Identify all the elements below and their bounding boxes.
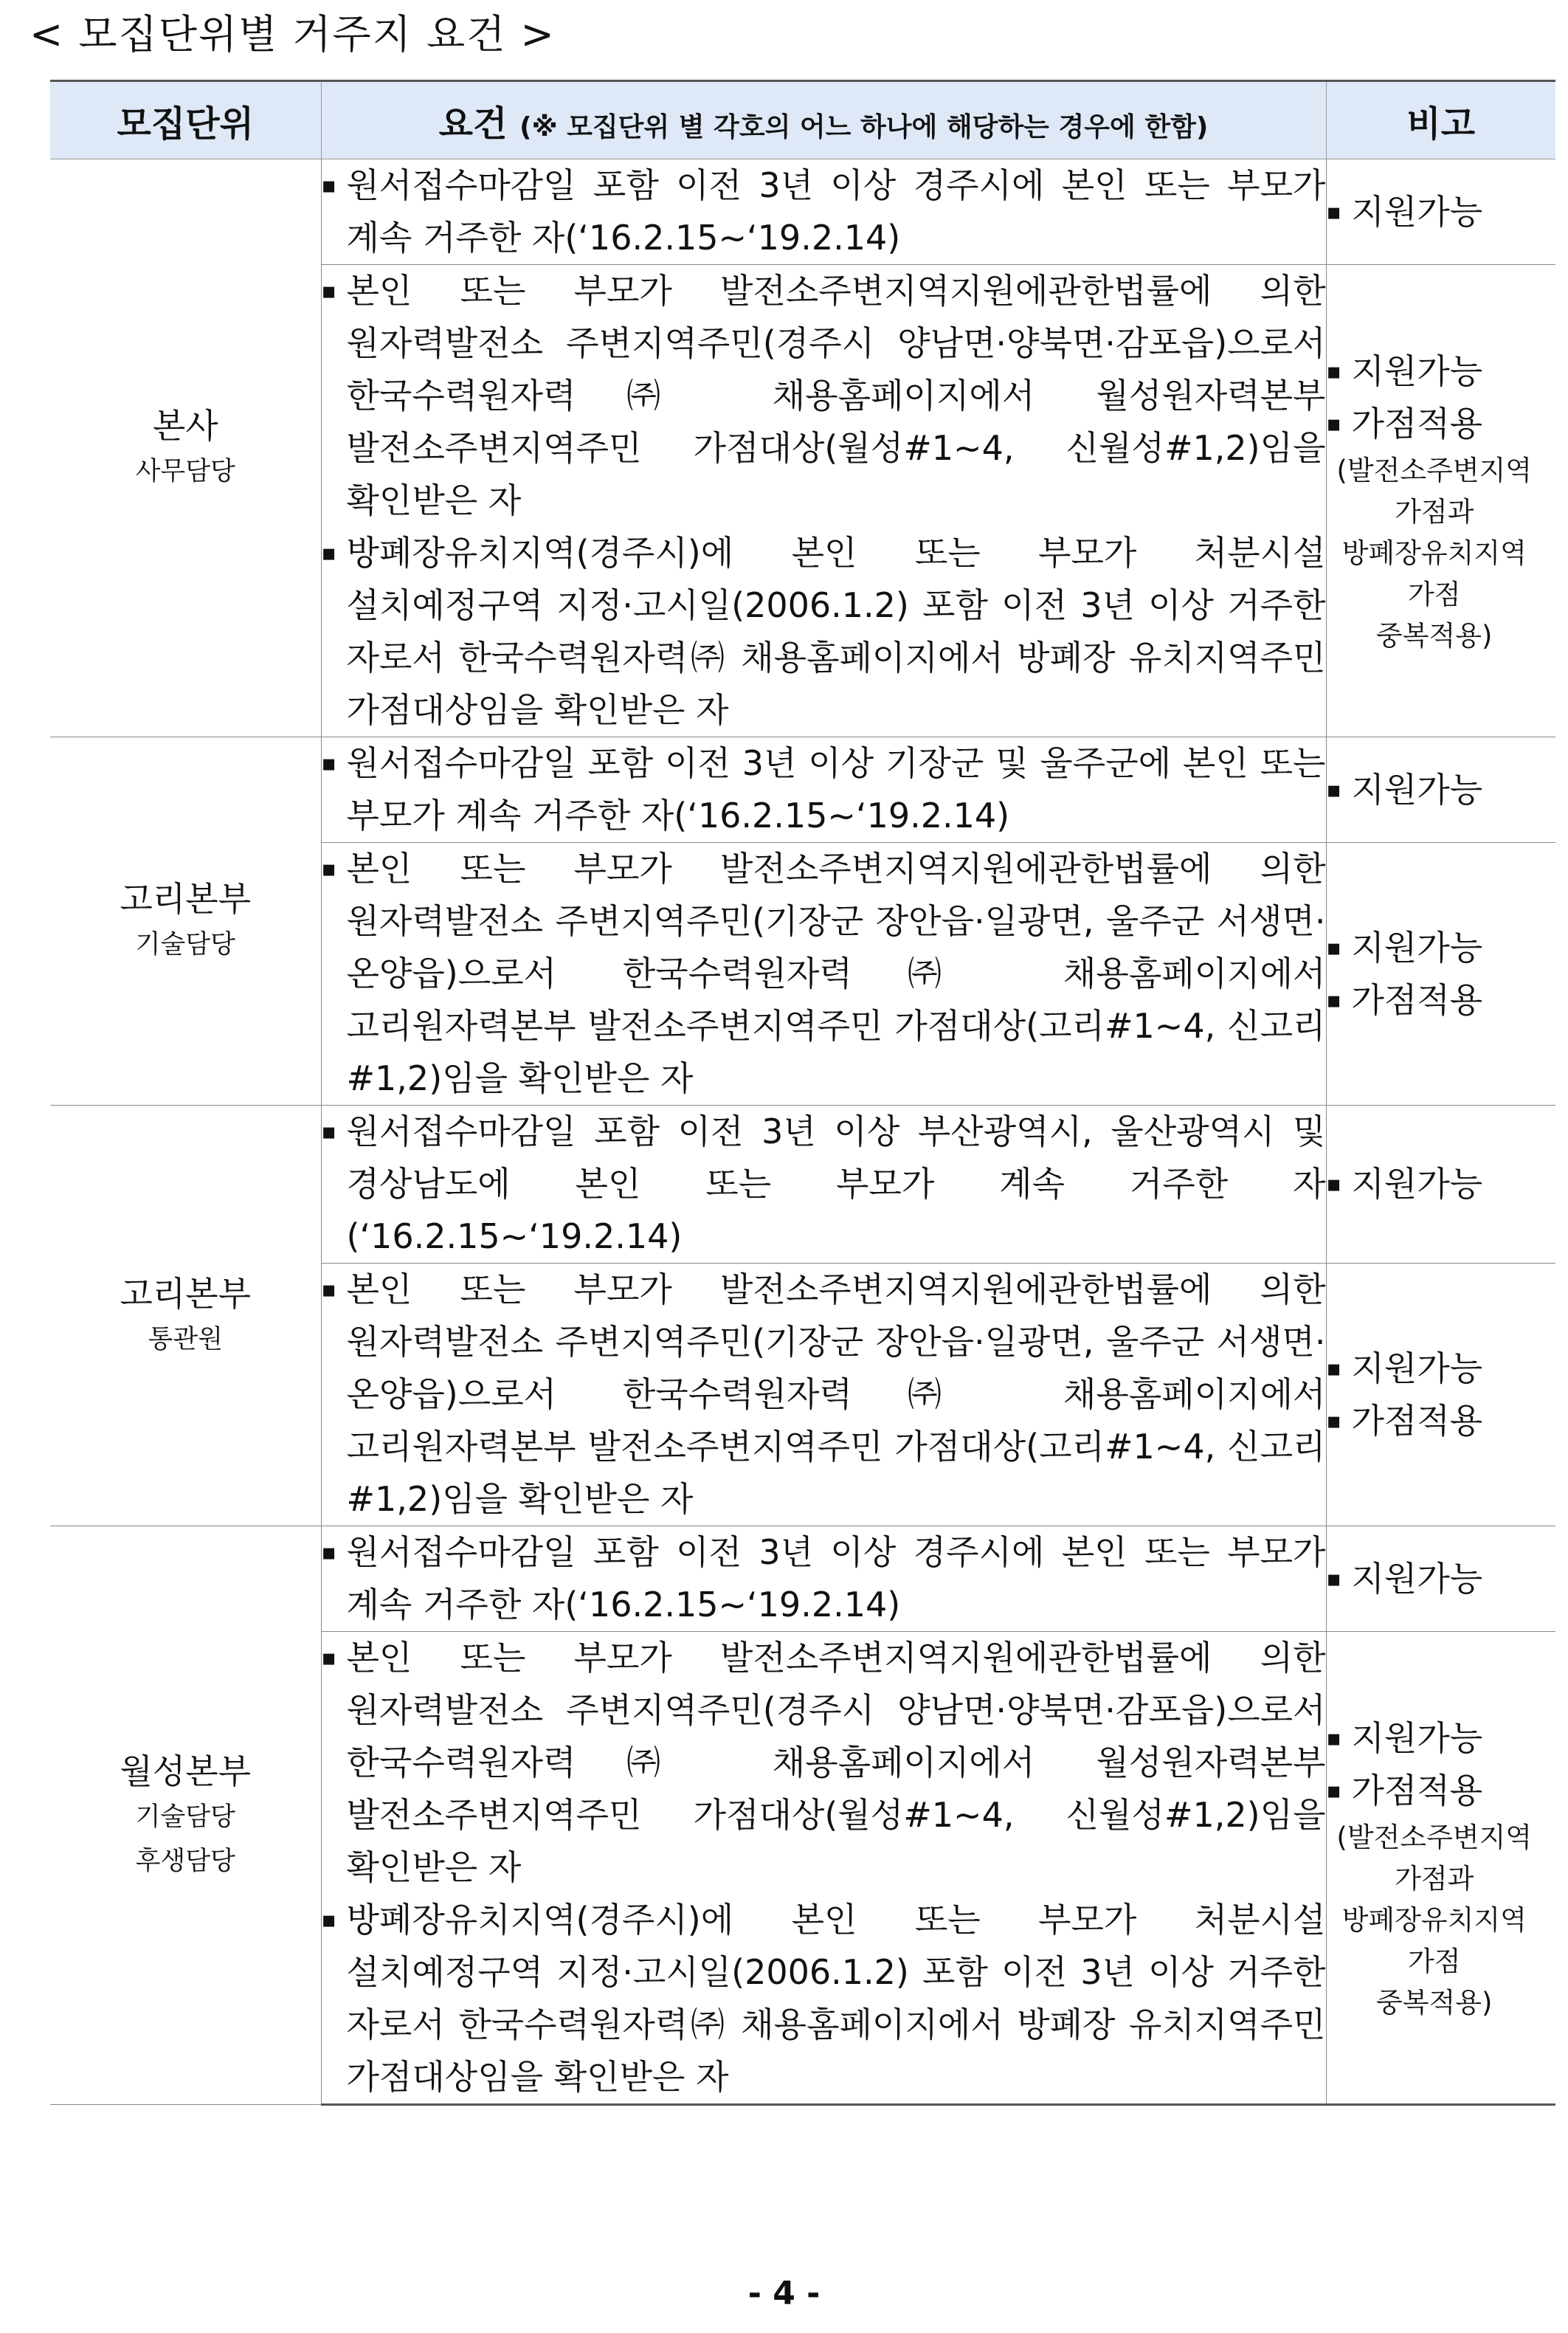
table-row <box>50 737 1555 843</box>
requirement-item <box>322 1526 1326 1631</box>
residence-requirements-table <box>50 80 1555 2106</box>
note-item <box>1327 764 1556 816</box>
note-detail: 가점 <box>1408 578 1461 610</box>
bullet-icon: ▪ <box>321 173 336 199</box>
table-row <box>50 159 1555 265</box>
note-item <box>1327 1712 1556 1765</box>
note-text: 가점적용 <box>1351 1770 1483 1810</box>
unit-name: 월성본부 <box>120 1751 252 1791</box>
bullet-icon: ▪ <box>321 1119 336 1145</box>
note-text: 가점적용 <box>1351 1400 1483 1441</box>
note-item <box>1327 974 1556 1027</box>
unit-name: 본사 <box>152 406 218 446</box>
requirement-text: 원서접수마감일 포함 이전 3년 이상 경주시에 본인 또는 부모가 계속 거주한 자(‘16.2.15~‘19.2.14) <box>346 1532 1326 1624</box>
note-text: 지원가능 <box>1351 191 1483 232</box>
unit-role: 통관원 <box>148 1324 223 1354</box>
note-cell <box>1326 1106 1555 1264</box>
note-detail: 중복적용) <box>1376 1986 1493 2019</box>
note-item <box>1327 398 1556 450</box>
bullet-icon: ▪ <box>1326 1777 1341 1804</box>
note-detail: 가점과 <box>1395 495 1474 528</box>
requirement-item <box>322 159 1326 264</box>
table-body <box>50 159 1555 2105</box>
note-item <box>1327 186 1556 238</box>
note-item <box>1327 922 1556 974</box>
unit-cell <box>50 737 321 1106</box>
unit-cell <box>50 1526 321 2105</box>
requirement-item <box>322 1632 1326 1894</box>
header-requirement-label: 요건 <box>438 103 508 145</box>
requirement-item <box>322 737 1326 842</box>
note-cell <box>1326 1526 1555 1632</box>
requirement-cell <box>321 737 1326 843</box>
note-detail: 가점과 <box>1395 1862 1474 1895</box>
requirement-cell <box>321 1106 1326 1264</box>
requirement-item <box>322 1264 1326 1526</box>
note-detail: (발전소주변지역 <box>1336 1821 1533 1853</box>
requirement-cell <box>321 1632 1326 2105</box>
bullet-icon: ▪ <box>1326 1407 1341 1434</box>
page-title: < 모집단위별 거주지 요건 > <box>30 11 556 58</box>
note-cell <box>1326 159 1555 265</box>
requirement-text: 방폐장유치지역(경주시)에 본인 또는 부모가 처분시설 설치예정구역 지정·고시일(2006.1.2) 포함 이전 3년 이상 거주한 자로서 한국수력원자력㈜ 채용홈페이지에서 방폐장 유치지역주민 가점대상임을 확인받은 자 <box>346 533 1326 730</box>
requirement-item <box>322 265 1326 527</box>
unit-name: 고리본부 <box>120 879 252 919</box>
requirement-text: 본인 또는 부모가 발전소주변지역지원에관한법률에 의한 원자력발전소 주변지역주민(기장군 장안읍·일광면, 울주군 서생면·온양읍)으로서 한국수력원자력㈜ 채용홈페이지에서 고리원자력본부 발전소주변지역주민 가점대상(고리#1~4, 신고리#1,2)임을 확인받은 자 <box>346 1269 1326 1519</box>
bullet-icon: ▪ <box>1326 199 1341 225</box>
header-requirement-note: (※ 모집단위 별 각호의 어느 하나에 해당하는 경우에 한함) <box>519 111 1209 142</box>
note-item <box>1327 345 1556 398</box>
note-detail: 중복적용) <box>1376 619 1493 652</box>
note-detail: 방폐장유치지역 <box>1341 1903 1527 1936</box>
requirement-item <box>322 1106 1326 1263</box>
note-item <box>1327 1343 1556 1395</box>
table-row <box>50 1106 1555 1264</box>
requirement-text: 원서접수마감일 포함 이전 3년 이상 부산광역시, 울산광역시 및 경상남도에 본인 또는 부모가 계속 거주한 자(‘16.2.15~‘19.2.14) <box>346 1112 1326 1256</box>
bullet-icon: ▪ <box>1326 1171 1341 1197</box>
bullet-icon: ▪ <box>1326 934 1341 961</box>
bullet-icon: ▪ <box>321 1645 336 1671</box>
note-text: 지원가능 <box>1351 1348 1483 1388</box>
note-item <box>1327 1765 1556 1817</box>
note-item <box>1327 1395 1556 1447</box>
table-row <box>50 1526 1555 1632</box>
bullet-icon: ▪ <box>1326 1355 1341 1382</box>
note-text: 지원가능 <box>1351 1164 1483 1204</box>
requirement-item <box>322 843 1326 1105</box>
bullet-icon: ▪ <box>321 1540 336 1565</box>
requirement-text: 방폐장유치지역(경주시)에 본인 또는 부모가 처분시설 설치예정구역 지정·고시일(2006.1.2) 포함 이전 3년 이상 거주한 자로서 한국수력원자력㈜ 채용홈페이지에서 방폐장 유치지역주민 가점대상임을 확인받은 자 <box>346 1900 1326 2097</box>
unit-cell <box>50 159 321 737</box>
unit-name: 고리본부 <box>120 1273 252 1314</box>
header-unit: 모집단위 <box>50 81 321 159</box>
note-cell <box>1326 1632 1555 2105</box>
note-cell <box>1326 737 1555 843</box>
bullet-icon: ▪ <box>321 540 336 566</box>
header-note: 비고 <box>1326 81 1555 159</box>
note-detail: 방폐장유치지역 <box>1341 537 1527 569</box>
page-number: - 4 - <box>747 2275 821 2312</box>
bullet-icon: ▪ <box>1326 1565 1341 1592</box>
note-text: 지원가능 <box>1351 927 1483 968</box>
bullet-icon: ▪ <box>321 751 336 776</box>
bullet-icon: ▪ <box>1326 987 1341 1013</box>
bullet-icon: ▪ <box>321 1277 336 1303</box>
requirement-cell <box>321 843 1326 1106</box>
requirement-text: 원서접수마감일 포함 이전 3년 이상 기장군 및 울주군에 본인 또는 부모가 계속 거주한 자(‘16.2.15~‘19.2.14) <box>346 743 1326 835</box>
requirement-text: 본인 또는 부모가 발전소주변지역지원에관한법률에 의한 원자력발전소 주변지역주민(기장군 장안읍·일광면, 울주군 서생면·온양읍)으로서 한국수력원자력㈜ 채용홈페이지에서 고리원자력본부 발전소주변지역주민 가점대상(고리#1~4, 신고리#1,2)임을 확인받은 자 <box>346 849 1326 1098</box>
bullet-icon: ▪ <box>321 1907 336 1933</box>
header-requirement <box>321 81 1326 159</box>
bullet-icon: ▪ <box>1326 358 1341 385</box>
bullet-icon: ▪ <box>1326 410 1341 437</box>
note-item <box>1327 1158 1556 1210</box>
note-text: 지원가능 <box>1351 1717 1483 1758</box>
requirement-cell <box>321 265 1326 737</box>
unit-cell <box>50 1106 321 1526</box>
note-cell <box>1326 843 1555 1106</box>
requirement-cell <box>321 1526 1326 1632</box>
requirement-item <box>322 527 1326 737</box>
table-header-row <box>50 81 1555 159</box>
requirement-text: 원서접수마감일 포함 이전 3년 이상 경주시에 본인 또는 부모가 계속 거주한 자(‘16.2.15~‘19.2.14) <box>346 165 1326 258</box>
requirement-text: 본인 또는 부모가 발전소주변지역지원에관한법률에 의한 원자력발전소 주변지역주민(경주시 양남면·양북면·감포읍)으로서 한국수력원자력㈜ 채용홈페이지에서 월성원자력본부 발전소주변지역주민 가점대상(월성#1~4, 신월성#1,2)임을 확인받은 자 <box>346 271 1326 520</box>
requirement-cell <box>321 159 1326 265</box>
requirement-text: 본인 또는 부모가 발전소주변지역지원에관한법률에 의한 원자력발전소 주변지역주민(경주시 양남면·양북면·감포읍)으로서 한국수력원자력㈜ 채용홈페이지에서 월성원자력본부 발전소주변지역주민 가점대상(월성#1~4, 신월성#1,2)임을 확인받은 자 <box>346 1638 1326 1887</box>
note-detail: 가점 <box>1408 1945 1461 1977</box>
bullet-icon: ▪ <box>1326 1725 1341 1751</box>
unit-role: 기술담당 <box>135 930 235 959</box>
note-cell <box>1326 265 1555 737</box>
note-text: 지원가능 <box>1351 769 1483 810</box>
note-text: 가점적용 <box>1351 979 1483 1020</box>
note-item <box>1327 1553 1556 1605</box>
bullet-icon: ▪ <box>321 856 336 882</box>
unit-role: 사무담당 <box>135 457 235 486</box>
unit-role: 후생담당 <box>135 1846 235 1876</box>
bullet-icon: ▪ <box>321 278 336 304</box>
note-cell <box>1326 1264 1555 1526</box>
requirement-cell <box>321 1264 1326 1526</box>
bullet-icon: ▪ <box>1326 776 1341 803</box>
note-text: 지원가능 <box>1351 351 1483 391</box>
note-detail: (발전소주변지역 <box>1336 454 1533 486</box>
unit-role: 기술담당 <box>135 1802 235 1832</box>
requirement-item <box>322 1894 1326 2103</box>
note-text: 지원가능 <box>1351 1558 1483 1599</box>
note-text: 가점적용 <box>1351 403 1483 444</box>
